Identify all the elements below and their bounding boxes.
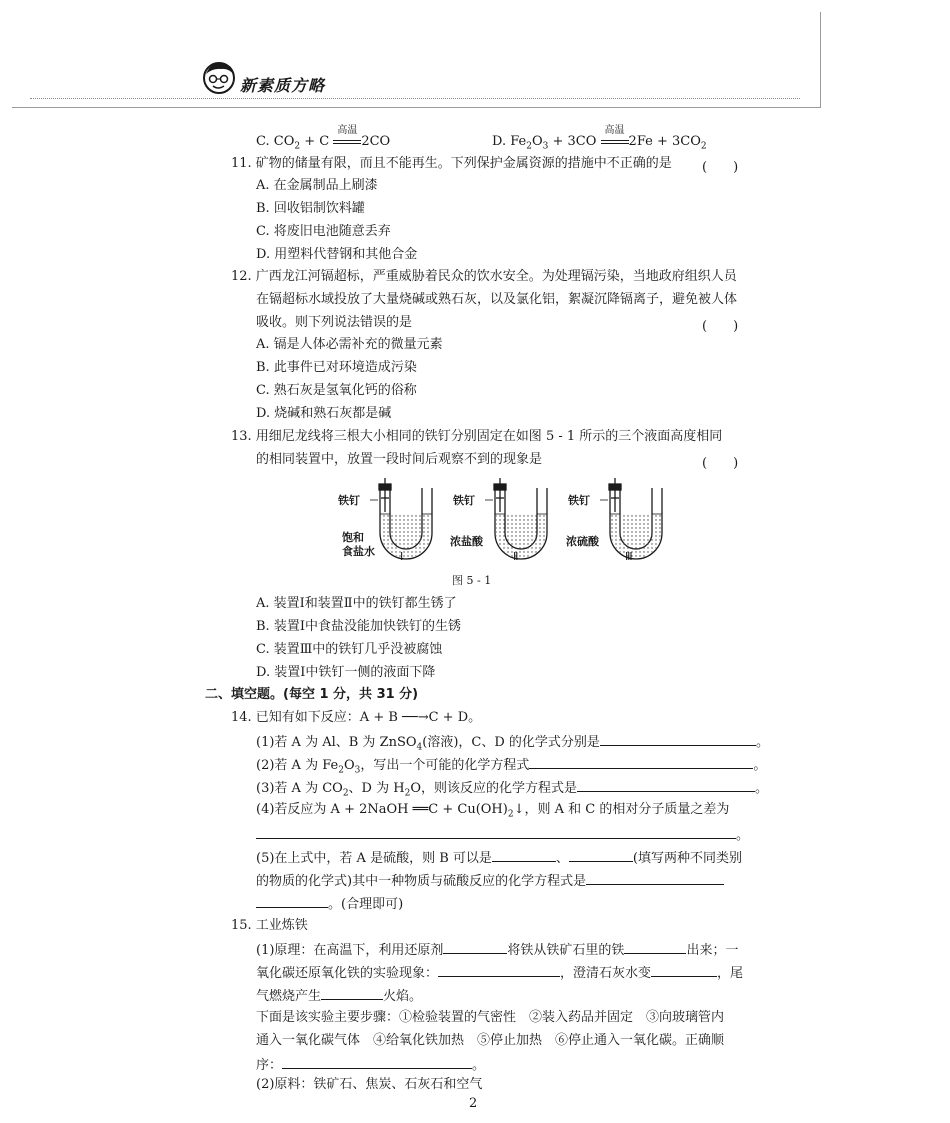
q12-option-b: B. 此事件已对环境造成污染 <box>256 360 417 375</box>
q14-part5-line3: 。(合理即可) <box>256 895 403 913</box>
q10-option-c: C. $CO_2 + C$ 高温 2CO <box>256 125 391 152</box>
q15-line5: 通入一氧化碳气体 ④给氧化铁加热 ⑤停止加热 ⑥停止通入一氧化碳。正确顺 <box>256 1033 725 1048</box>
q14-part3: (3)若 A 为 $CO_2$、D 为 $H_2O$，则该反应的化学方程式是 。 <box>256 781 768 799</box>
q14-part4: (4)若反应为 A + 2NaOH ══C + $Cu(OH)_2↓$，则 A 和 C 的相对分子质量之差为 <box>256 802 730 820</box>
q13-option-b: B. 装置Ⅰ中食盐没能加快铁钉的生锈 <box>256 619 461 634</box>
q12-stem-line1: 12. 广西龙江河镉超标，严重威胁着民众的饮水安全。为处理镉污染，当地政府组织人员 <box>231 269 737 284</box>
q15-line4: 下面是该实验主要步骤：①检验装置的气密性 ②装入药品并固定 ③向玻璃管内 <box>256 1010 725 1025</box>
answer-blank[interactable] <box>624 941 686 954</box>
header-border-vertical <box>820 12 821 108</box>
answer-blank[interactable] <box>321 987 383 1000</box>
u-tube-apparatus-2 <box>485 478 547 559</box>
brand-logo-icon <box>201 60 239 100</box>
q14-part2: (2)若 A 为 $Fe_2O_3$，写出一个可能的化学方程式 。 <box>256 758 767 776</box>
apparatus-numeral-3: Ⅲ <box>625 550 633 563</box>
header-border-horizontal <box>12 107 820 108</box>
q15-line1: (1)原理：在高温下，利用还原剂 将铁从铁矿石里的铁 出来；一 <box>256 943 739 958</box>
q12-answer-paren[interactable]: ( ) <box>702 319 739 334</box>
q12-option-d: D. 烧碱和熟石灰都是碱 <box>256 406 392 421</box>
q11-answer-paren[interactable]: ( ) <box>702 160 739 175</box>
answer-blank[interactable] <box>651 964 717 977</box>
header-dotted-rule <box>30 98 800 99</box>
q10-option-d: D. $Fe_2O_3 + 3CO$ 高温 $2Fe + 3CO_2$ <box>492 125 707 152</box>
reaction-condition: 高温 <box>601 134 629 150</box>
u-tube-apparatus-3 <box>600 478 662 559</box>
q14-part5-line1: (5)在上式中，若 A 是硫酸，则 B 可以是 、 (填写两种不同类别 <box>256 851 742 866</box>
answer-blank[interactable] <box>438 964 560 977</box>
answer-blank[interactable] <box>443 941 507 954</box>
figure-5-1 <box>330 478 670 568</box>
q11-stem: 11. 矿物的储量有限，而且不能再生。下列保护金属资源的措施中不正确的是 <box>231 156 672 171</box>
q13-stem-line1: 13. 用细尼龙线将三根大小相同的铁钉分别固定在如图 5 - 1 所示的三个液面高度相同 <box>231 429 723 444</box>
q15-line3: 气燃烧产生 火焰。 <box>256 989 423 1004</box>
page-number: 2 <box>469 1096 478 1111</box>
q13-answer-paren[interactable]: ( ) <box>702 456 739 471</box>
apparatus-numeral-1: Ⅰ <box>400 550 404 563</box>
apparatus-numeral-2: Ⅱ <box>513 550 519 563</box>
answer-blank[interactable] <box>492 849 556 862</box>
nail-label-2: 铁钉 <box>453 494 475 507</box>
answer-blank[interactable] <box>569 849 633 862</box>
q14-stem: 14. 已知有如下反应：A + B ──→C + D。 <box>231 710 482 725</box>
answer-blank[interactable] <box>529 756 753 769</box>
answer-blank[interactable] <box>577 779 755 792</box>
liquid-label-3: 浓硫酸 <box>566 535 599 548</box>
q15-title: 15. 工业炼铁 <box>231 918 308 933</box>
nail-label-3: 铁钉 <box>568 494 590 507</box>
figure-caption: 图 5 - 1 <box>452 574 492 587</box>
q11-option-c: C. 将废旧电池随意丢弃 <box>256 224 391 239</box>
answer-blank[interactable] <box>282 1056 472 1069</box>
reaction-condition: 高温 <box>333 134 361 150</box>
q14-part4-answer: 。 <box>256 826 749 844</box>
q15-line7: (2)原料：铁矿石、焦炭、石灰石和空气 <box>256 1077 483 1092</box>
q14-part5-line2: 的物质的化学式)其中一种物质与硫酸反应的化学方程式是 <box>256 872 724 890</box>
q11-option-a: A. 在金属制品上刷漆 <box>256 178 378 193</box>
answer-blank[interactable] <box>586 872 724 885</box>
nail-label-1: 铁钉 <box>338 494 360 507</box>
q13-option-d: D. 装置Ⅰ中铁钉一侧的液面下降 <box>256 665 436 680</box>
liquid-label-1-line2: 食盐水 <box>342 545 375 558</box>
answer-blank[interactable] <box>256 826 736 839</box>
q14-part1: (1)若 A 为 Al、B 为 ZnSO$_4$(溶液)，C、D 的化学式分别是 。 <box>256 735 769 753</box>
q13-option-c: C. 装置Ⅲ中的铁钉几乎没被腐蚀 <box>256 642 443 657</box>
q12-option-c: C. 熟石灰是氢氧化钙的俗称 <box>256 383 417 398</box>
q12-option-a: A. 镉是人体必需补充的微量元素 <box>256 337 443 352</box>
section-title-fill-in: 二、填空题。(每空 1 分，共 31 分) <box>205 687 419 702</box>
q13-stem-line2: 的相同装置中，放置一段时间后观察不到的现象是 <box>256 452 543 467</box>
answer-blank[interactable] <box>600 733 756 746</box>
q12-stem-line2: 在镉超标水域投放了大量烧碱或熟石灰，以及氯化铝，絮凝沉降镉离子，避免被人体 <box>256 292 738 307</box>
liquid-label-1-line1: 饱和 <box>342 531 364 544</box>
q12-stem-line3: 吸收。则下列说法错误的是 <box>256 315 413 330</box>
q11-option-b: B. 回收铝制饮料罐 <box>256 201 365 216</box>
u-tube-apparatus-1 <box>370 478 432 559</box>
q15-line6: 序： 。 <box>256 1058 486 1073</box>
brand-title: 新素质方略 <box>240 76 326 95</box>
liquid-label-2: 浓盐酸 <box>450 535 483 548</box>
answer-blank[interactable] <box>256 895 328 908</box>
q15-line2: 氧化碳还原氧化铁的实验现象： ，澄清石灰水变 ，尾 <box>256 966 744 981</box>
q13-option-a: A. 装置Ⅰ和装置Ⅱ中的铁钉都生锈了 <box>256 596 457 611</box>
q11-option-d: D. 用塑料代替钢和其他合金 <box>256 247 418 262</box>
